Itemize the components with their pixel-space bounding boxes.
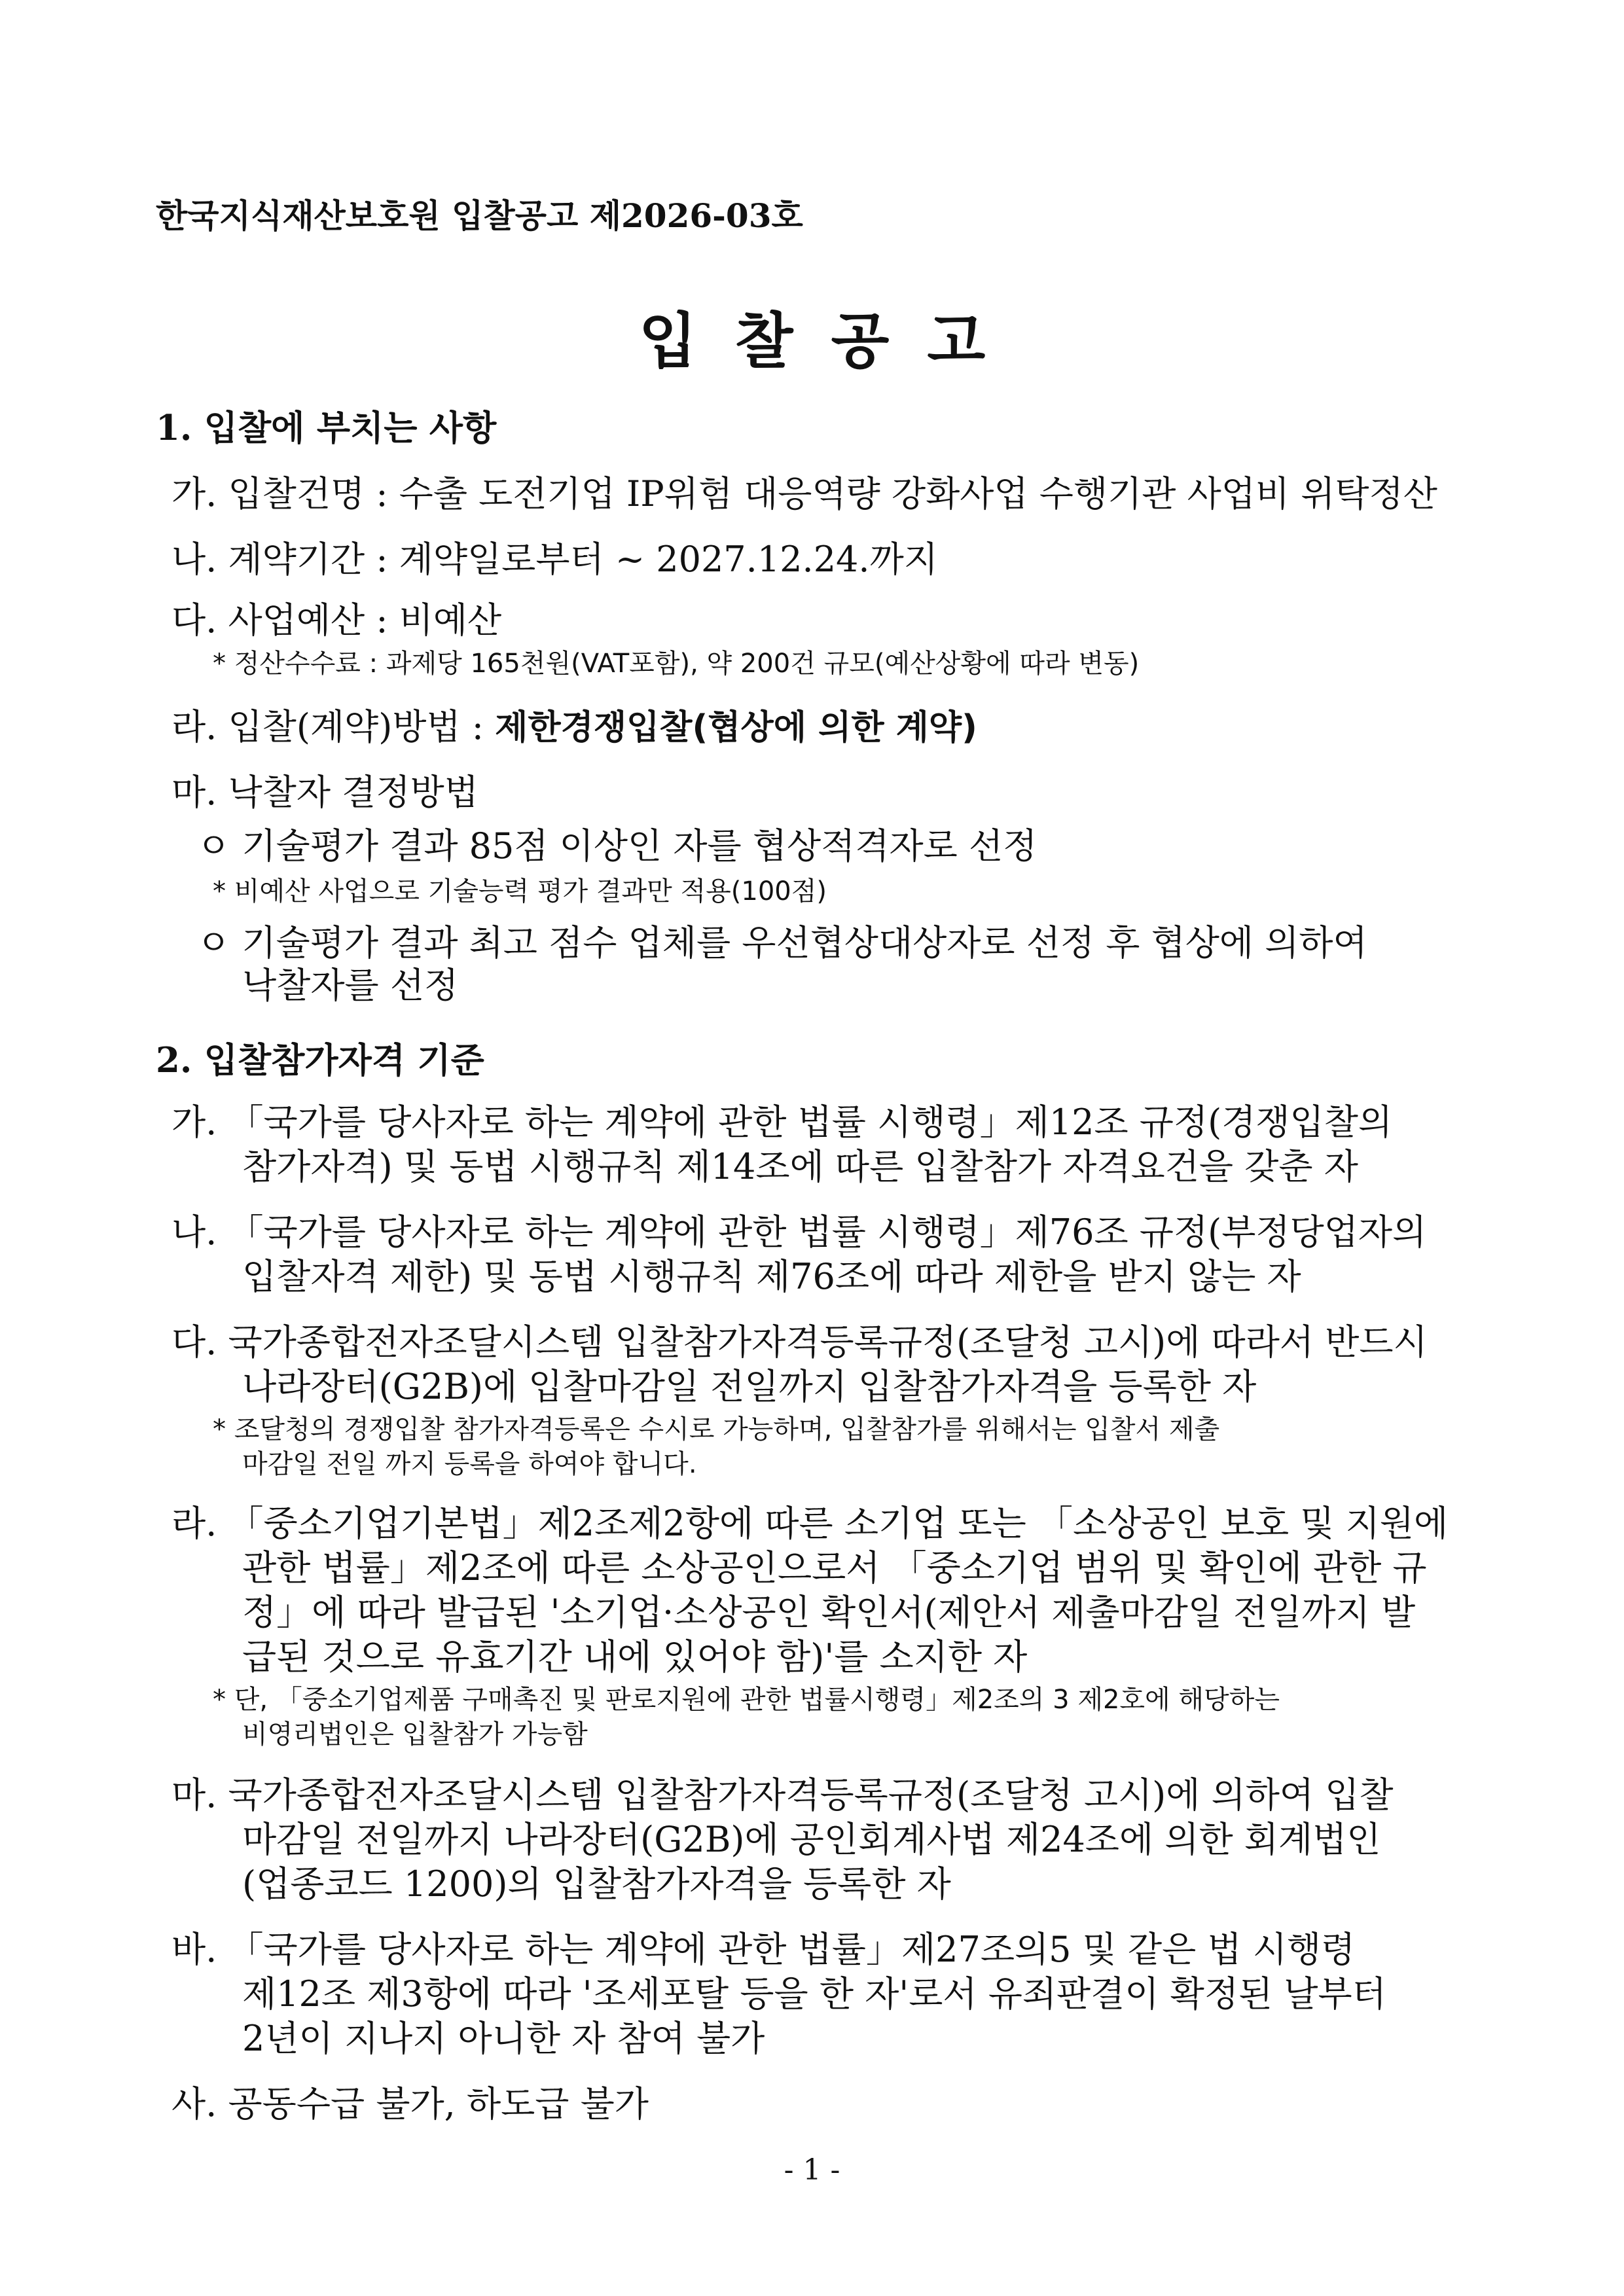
s2-na-line-2: 입찰자격 제한) 및 동법 시행규칙 제76조에 따라 제한을 받지 않는 자 (242, 1256, 1301, 1297)
s1-item-ra-value: 제한경쟁입찰(협상에 의한 계약) (495, 708, 977, 747)
s2-na-line-1: 나. 「국가를 당사자로 하는 계약에 관한 법률 시행령」제76조 규정(부정당업자의 (171, 1211, 1427, 1253)
s2-ma-line-3: (업종코드 1200)의 입찰참가자격을 등록한 자 (242, 1863, 951, 1905)
s2-sa-line-1: 사. 공동수급 불가, 하도급 불가 (171, 2083, 649, 2125)
s1-item-ma: 마. 낙찰자 결정방법 (171, 772, 478, 813)
section-1-heading: 1. 입찰에 부치는 사항 (156, 408, 497, 448)
s1-ma-bullet-1-note: * 비예산 사업으로 기술능력 평가 결과만 적용(100점) (213, 876, 827, 906)
s1-item-na: 나. 계약기간 : 계약일로부터 ~ 2027.12.24.까지 (171, 539, 938, 580)
s2-da-note-line-1: * 조달청의 경쟁입찰 참가자격등록은 수시로 가능하며, 입찰참가를 위해서는 입찰서 제출 (213, 1414, 1220, 1444)
s2-da-line-2: 나라장터(G2B)에 입찰마감일 전일까지 입찰참가자격을 등록한 자 (242, 1366, 1257, 1407)
s1-item-ga: 가. 입찰건명 : 수출 도전기업 IP위험 대응역량 강화사업 수행기관 사업비 위탁정산 (171, 473, 1437, 514)
s2-ga-line-2: 참가자격) 및 동법 시행규칙 제14조에 따른 입찰참가 자격요건을 갖춘 자 (242, 1146, 1358, 1187)
s2-da-note-line-2: 마감일 전일 까지 등록을 하여야 합니다. (242, 1449, 697, 1479)
page-title: 입찰공고 (638, 306, 1024, 376)
s2-ma-line-2: 마감일 전일까지 나라장터(G2B)에 공인회계사법 제24조에 의한 회계법인 (242, 1819, 1381, 1860)
s2-ra-note-line-1: * 단, 「중소기업제품 구매촉진 및 판로지원에 관한 법률시행령」제2조의 3 제2호에 해당하는 (213, 1685, 1280, 1715)
s2-ma-line-1: 마. 국가종합전자조달시스템 입찰참가자격등록규정(조달청 고시)에 의하여 입찰 (171, 1774, 1394, 1816)
s2-ra-line-3: 정」에 따라 발급된 '소기업·소상공인 확인서(제안서 제출마감일 전일까지 발 (242, 1592, 1416, 1633)
s1-ma-bullet-2-line-1: ㅇ 기술평가 결과 최고 점수 업체를 우선협상대상자로 선정 후 협상에 의하여 (196, 922, 1367, 963)
s2-ba-line-1: 바. 「국가를 당사자로 하는 계약에 관한 법률」제27조의5 및 같은 법 시행령 (171, 1929, 1356, 1970)
s1-ma-bullet-1: ㅇ 기술평가 결과 85점 이상인 자를 협상적격자로 선정 (196, 825, 1038, 867)
s2-ra-note-line-2: 비영리법인은 입찰참가 가능함 (242, 1719, 588, 1749)
s2-ra-line-2: 관한 법률」제2조에 따른 소상공인으로서 「중소기업 범위 및 확인에 관한 규 (242, 1547, 1427, 1588)
s1-item-ra-label: 라. 입찰(계약)방법 : (171, 706, 496, 747)
s2-da-line-1: 다. 국가종합전자조달시스템 입찰참가자격등록규정(조달청 고시)에 따라서 반드시 (171, 1321, 1428, 1363)
s1-item-da: 다. 사업예산 : 비예산 (171, 600, 502, 641)
s2-ra-line-4: 급된 것으로 유효기간 내에 있어야 함)'를 소지한 자 (242, 1636, 1028, 1677)
s2-ga-line-1: 가. 「국가를 당사자로 하는 계약에 관한 법률 시행령」제12조 규정(경쟁입찰의 (171, 1102, 1393, 1143)
page-number: - 1 - (784, 2153, 840, 2187)
s1-item-ra (171, 699, 977, 749)
s1-item-da-note: * 정산수수료 : 과제당 165천원(VAT포함), 약 200건 규모(예산상황에 따라 변동) (213, 649, 1140, 679)
s2-ra-line-1: 라. 「중소기업기본법」제2조제2항에 따른 소기업 또는 「소상공인 보호 및 지원에 (171, 1503, 1449, 1544)
s1-ma-bullet-2-line-2: 낙찰자를 선정 (242, 965, 459, 1006)
s2-ba-line-3: 2년이 지나지 아니한 자 참여 불가 (242, 2018, 765, 2059)
section-2-heading: 2. 입찰참가자격 기준 (156, 1040, 484, 1081)
notice-number: 한국지식재산보호원 입찰공고 제2026-03호 (156, 196, 803, 235)
s2-ba-line-2: 제12조 제3항에 따라 '조세포탈 등을 한 자'로서 유죄판결이 확정된 날부터 (242, 1973, 1386, 2015)
